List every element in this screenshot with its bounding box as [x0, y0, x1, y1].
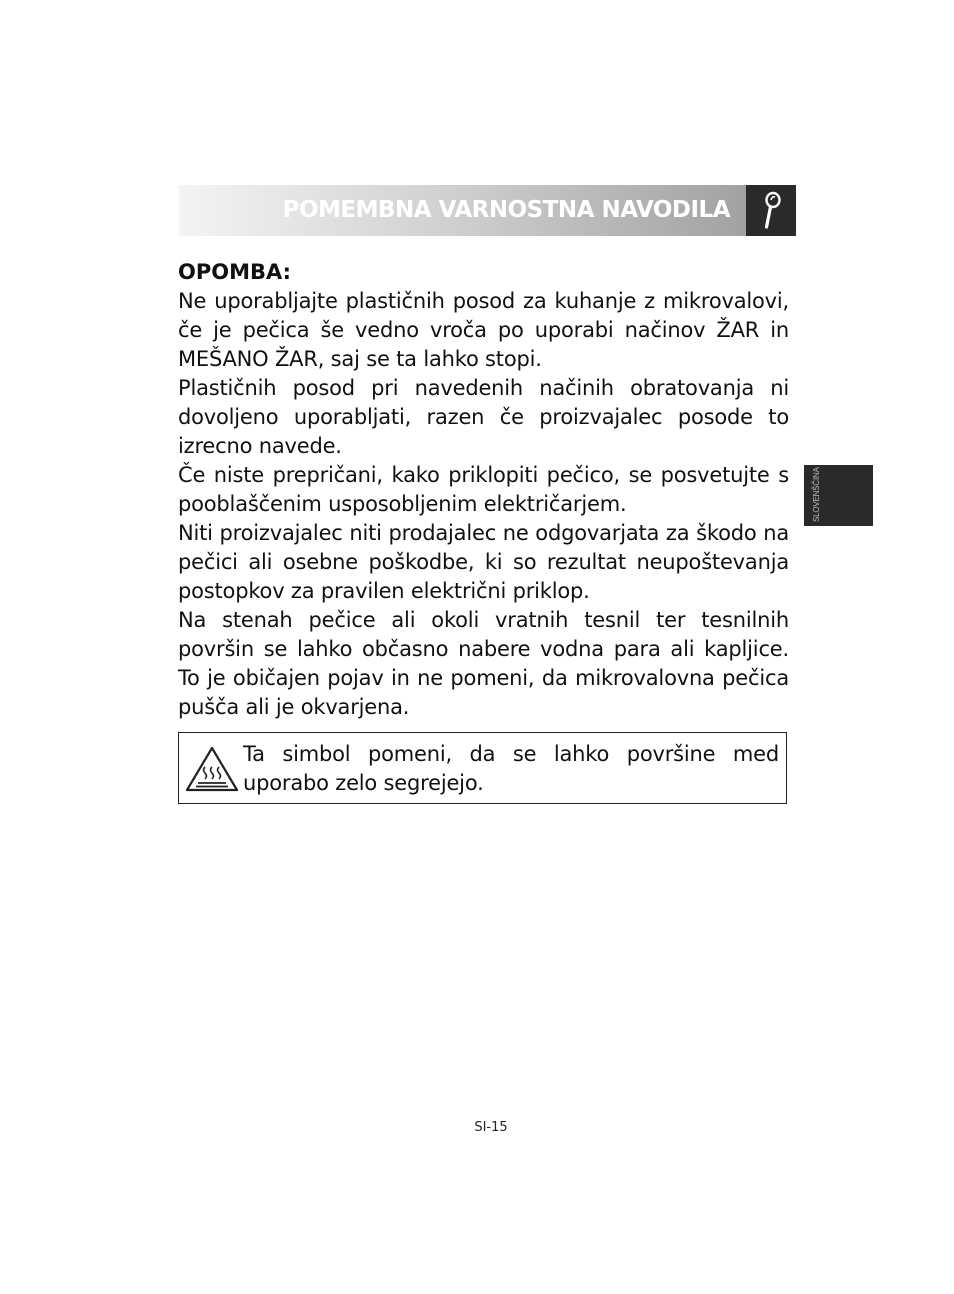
- hot-surface-warning-icon: [184, 745, 240, 793]
- note-section: [178, 258, 789, 722]
- language-tab: [804, 465, 873, 526]
- info-icon: [758, 191, 784, 231]
- section-header: [179, 185, 796, 236]
- info-icon-box: [746, 185, 796, 236]
- note-paragraph: Ne uporabljajte plastičnih posod za kuhanje z mikrovalovi, če je pečica še vedno vroča po uporabi načinov ŽAR in MEŠANO ŽAR, saj se ta lahko stopi.: [178, 289, 789, 371]
- page-number: SI-15: [474, 1120, 508, 1135]
- language-tab-label: SLOVENŠČINA: [812, 467, 821, 522]
- note-paragraph: Niti proizvajalec niti prodajalec ne odgovarjata za škodo na pečici ali osebne poškodbe, ki so rezultat neupoštevanja postopkov za pravilen električni priklop.: [178, 521, 789, 603]
- note-paragraph: Plastičnih posod pri navedenih načinih obratovanja ni dovoljeno uporabljati, razen če proizvajalec posode to izrecno navede.: [178, 376, 789, 458]
- section-title: POMEMBNA VARNOSTNA NAVODILA: [282, 197, 730, 223]
- note-title: OPOMBA:: [178, 260, 292, 284]
- note-paragraph: Na stenah pečice ali okoli vratnih tesnil ter tesnilnih površin se lahko občasno nabere vodna para ali kapljice. To je običajen pojav in ne pomeni, da mikrovalovna pečica pušča ali je okvarjena.: [178, 608, 789, 719]
- note-paragraph: Če niste prepričani, kako priklopiti pečico, se posvetujte s pooblaščenim usposobljenim električarjem.: [178, 463, 789, 516]
- hot-surface-warning-box: [178, 732, 787, 804]
- warning-text: Ta simbol pomeni, da se lahko površine med uporabo zelo segrejejo.: [243, 742, 779, 795]
